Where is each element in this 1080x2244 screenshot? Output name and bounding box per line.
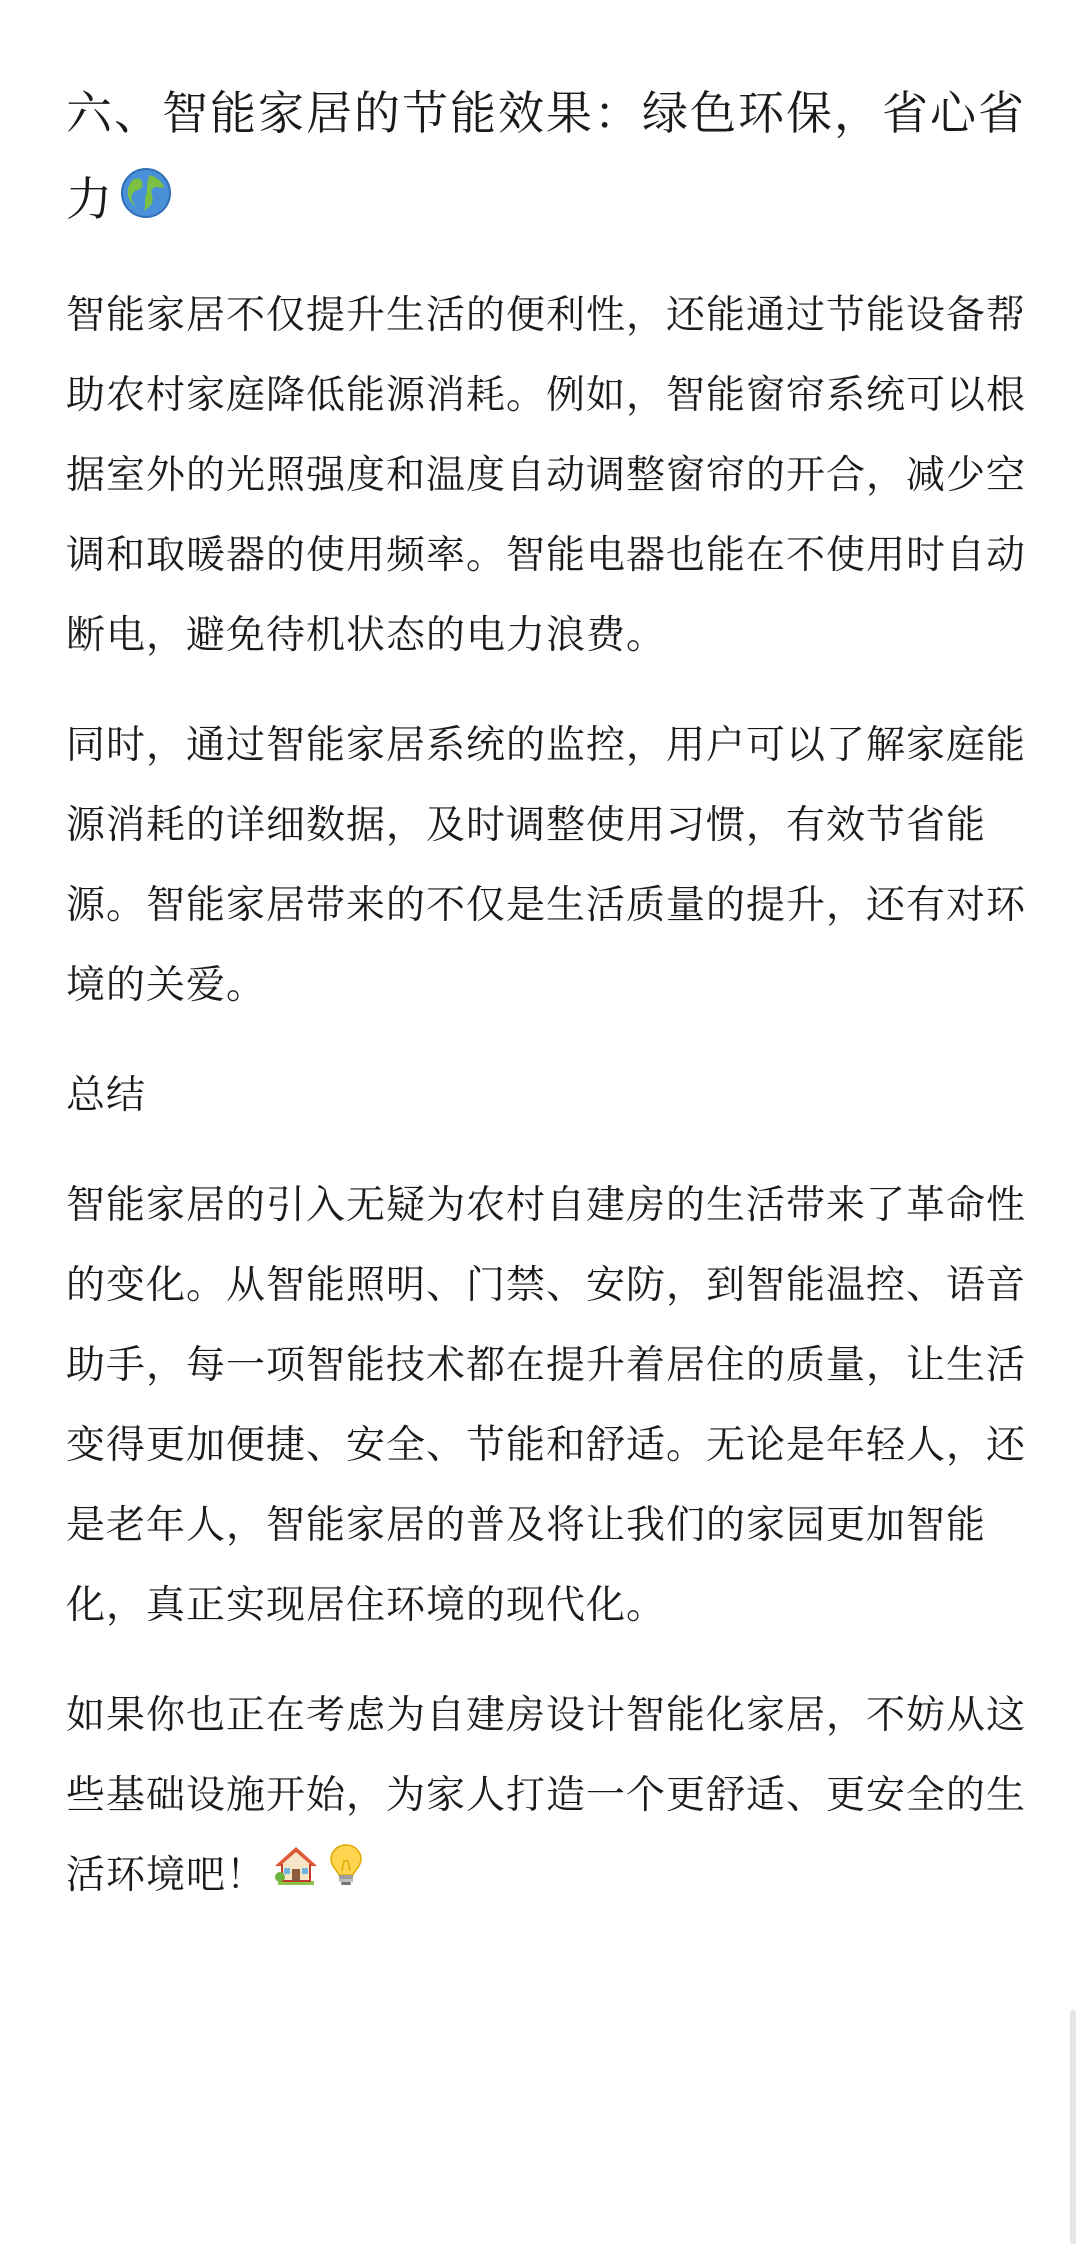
paragraph-energy-devices: 智能家居不仅提升生活的便利性，还能通过节能设备帮助农村家庭降低能源消耗。例如，智能窗帘系统可以根据室外的光照强度和温度自动调整窗帘的开合，减少空调和取暖器的使用频率。智能电器也能在不使用时自动断电，避免待机状态的电力浪费。 — [66, 292, 1027, 658]
section-heading-text: 六、智能家居的节能效果：绿色环保，省心省力 — [66, 86, 1026, 226]
lightbulb-icon — [326, 1837, 366, 1917]
scrollbar[interactable] — [1070, 2010, 1076, 2244]
section-heading — [66, 70, 1026, 246]
paragraph-closing — [66, 1676, 1026, 1918]
summary-title: 总结 — [66, 1072, 147, 1118]
globe-icon — [120, 160, 172, 246]
paragraph-energy-monitoring: 同时，通过智能家居系统的监控，用户可以了解家庭能源消耗的详细数据，及时调整使用习惯，有效节省能源。智能家居带来的不仅是生活质量的提升，还有对环境的关爱。 — [66, 722, 1027, 1008]
paragraph-closing-text: 如果你也正在考虑为自建房设计智能化家居，不妨从这些基础设施开始，为家人打造一个更舒适、更安全的生活环境吧！ — [66, 1692, 1027, 1898]
article-body — [66, 70, 1026, 1947]
house-icon — [272, 1837, 320, 1917]
paragraph-summary: 智能家居的引入无疑为农村自建房的生活带来了革命性的变化。从智能照明、门禁、安防，到智能温控、语音助手，每一项智能技术都在提升着居住的质量，让生活变得更加便捷、安全、节能和舒适。无论是年轻人，还是老年人，智能家居的普及将让我们的家园更加智能化，真正实现居住环境的现代化。 — [66, 1182, 1027, 1628]
